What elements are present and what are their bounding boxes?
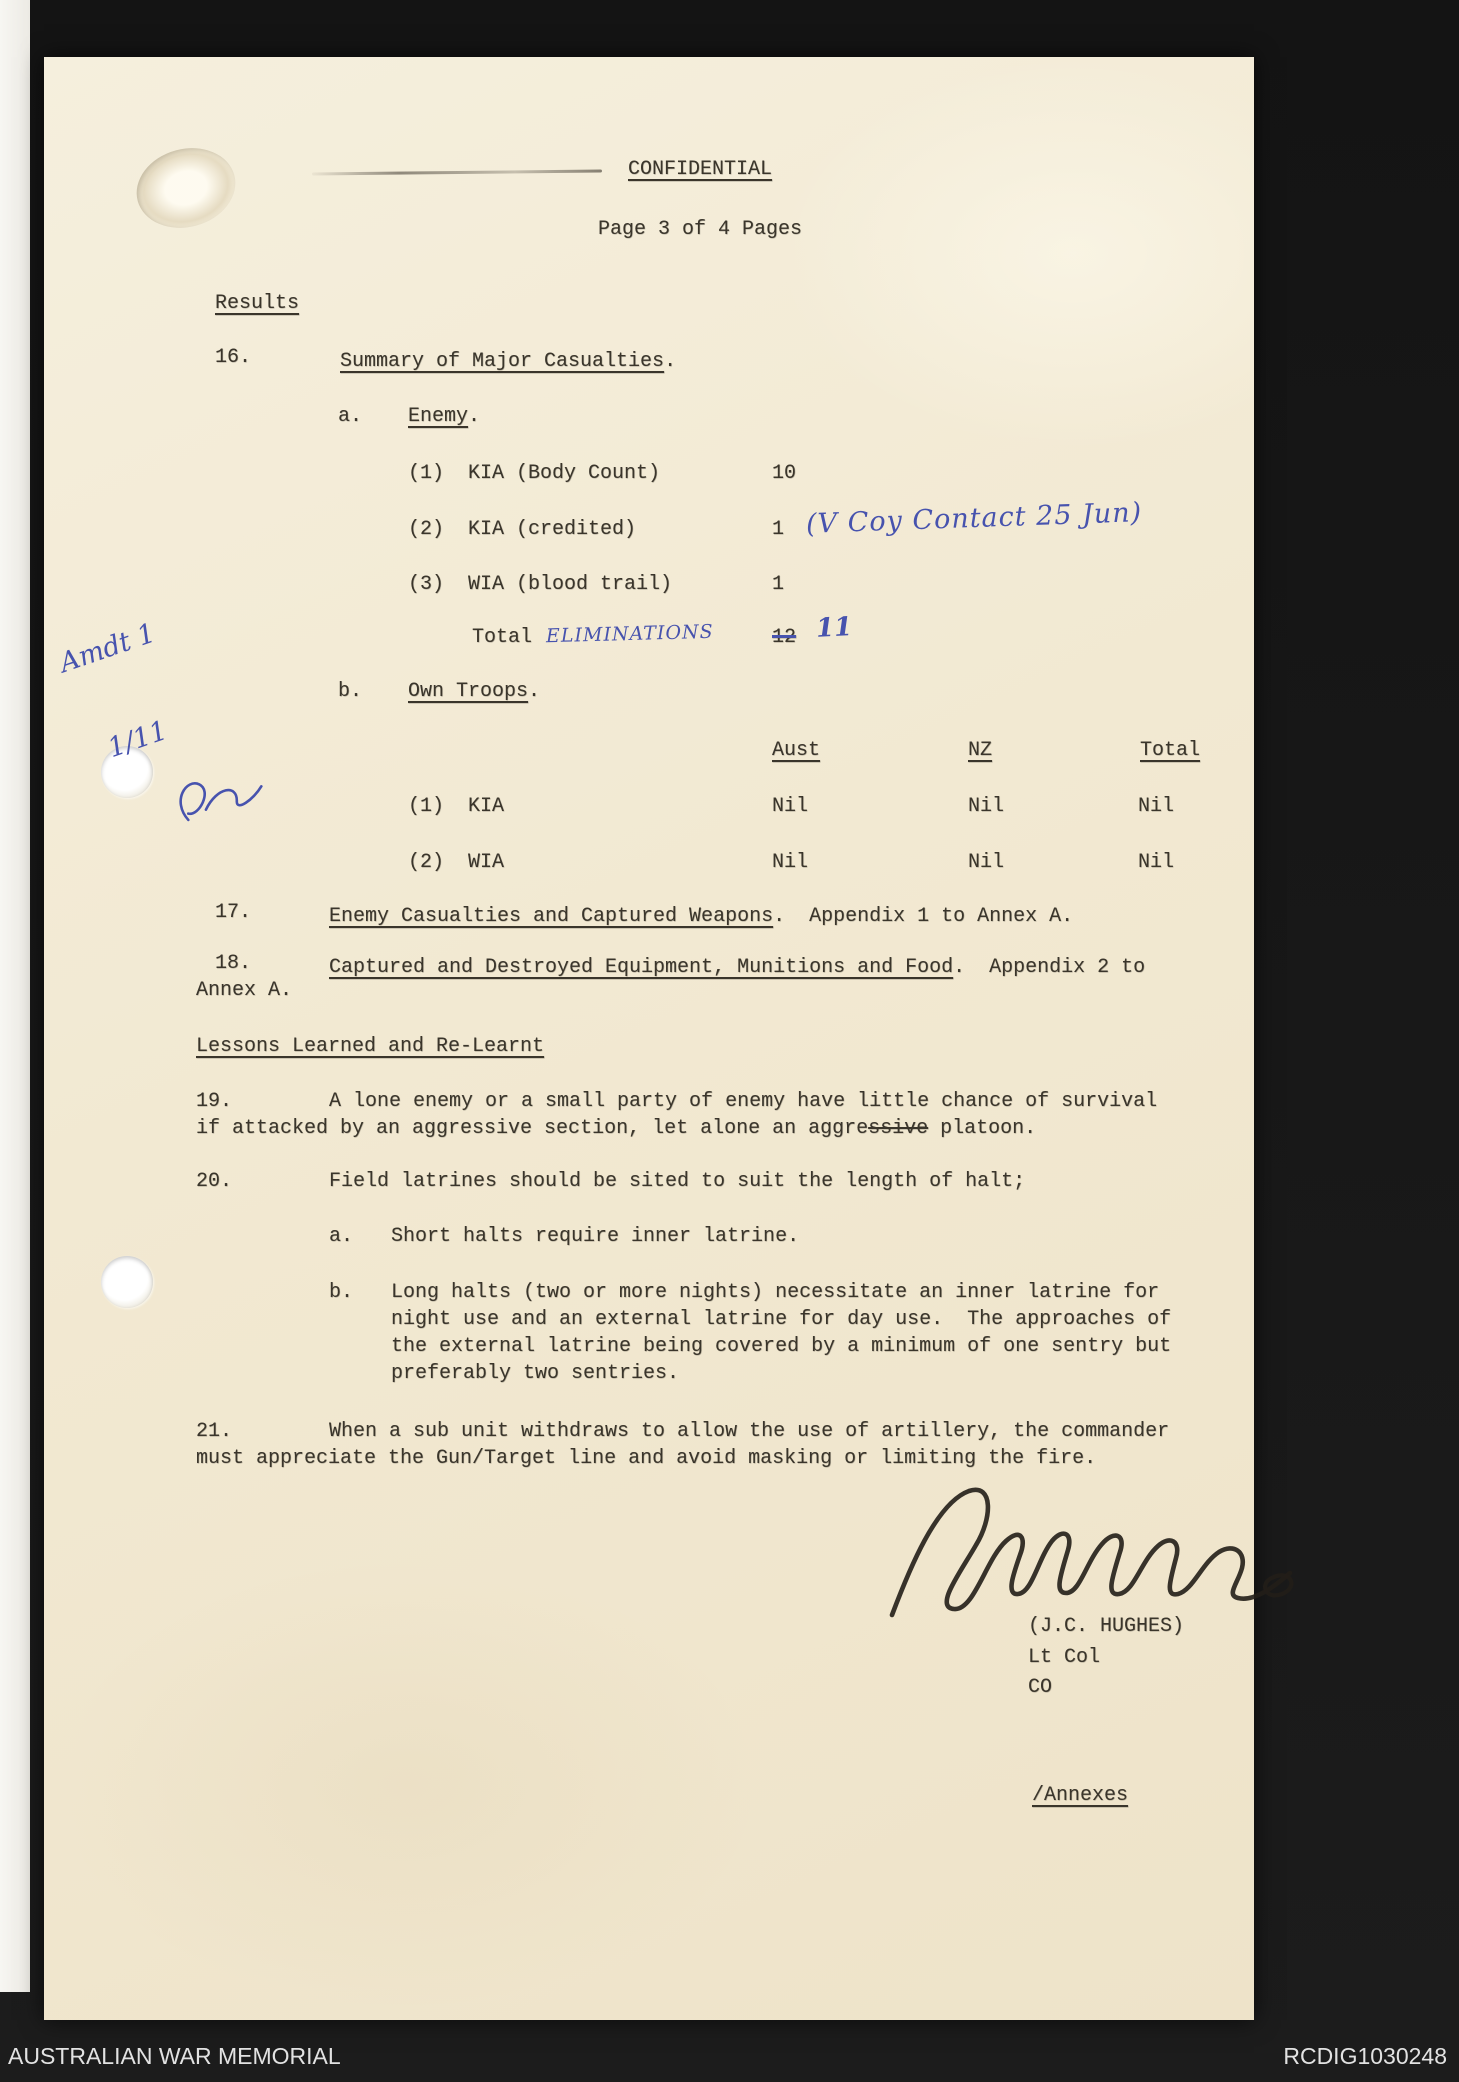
enemy-row-wia-blood-trail: (3) WIA (blood trail) — [408, 573, 673, 596]
results-heading-text: Results — [215, 292, 300, 315]
item-19-line1: A lone enemy or a small party of enemy have little chance of survival — [329, 1090, 1158, 1113]
item-16b-title-text: Own Troops — [408, 680, 529, 703]
own-troops-wia-aust: Nil — [772, 851, 809, 874]
item-16a-title-period: . — [468, 405, 481, 428]
item-20b-line4: preferably two sentries. — [391, 1362, 680, 1385]
item-21-line1: When a sub unit withdraws to allow the use of artillery, the commander — [329, 1420, 1170, 1443]
item-19-line2-struck: ssive — [868, 1117, 929, 1140]
item-17-rest-text: . Appendix 1 to Annex A. — [773, 905, 1074, 928]
margin-amendment-note — [35, 534, 299, 890]
page-number-line: Page 3 of 4 Pages — [598, 218, 803, 241]
document-page — [44, 57, 1254, 2020]
annexes-label-text: /Annexes — [1032, 1784, 1129, 1807]
enemy-row-kia-body-count-value: 10 — [772, 462, 797, 485]
column-header-nz-text: NZ — [968, 739, 993, 762]
item-20-text: Field latrines should be sited to suit the length of halt; — [329, 1170, 1026, 1193]
own-troops-kia-nz: Nil — [968, 795, 1005, 818]
item-20b-line2: night use and an external latrine for day use. The approaches of — [391, 1308, 1172, 1331]
own-troops-wia-total: Nil — [1138, 851, 1175, 874]
item-19-line2-pre: if attacked by an aggressive section, let alone an aggre — [196, 1117, 869, 1140]
ink-smudge-line — [312, 169, 602, 175]
column-header-total — [1140, 738, 1200, 764]
item-16a-title-text: Enemy — [408, 405, 469, 428]
item-20b-line3: the external latrine being covered by a minimum of one sentry but — [391, 1335, 1172, 1358]
column-header-aust — [772, 738, 820, 764]
item-16a-label: a. — [338, 405, 363, 428]
item-19-number: 19. — [196, 1090, 233, 1113]
column-header-nz — [968, 738, 992, 764]
paper-damage-mark — [128, 137, 245, 238]
item-16-title-text: Summary of Major Casualties — [340, 350, 665, 373]
item-16-title-period: . — [664, 350, 677, 373]
item-17-number: 17. — [215, 901, 252, 924]
margin-note-line2: 1/11 — [103, 715, 172, 765]
item-20a-text: Short halts require inner latrine. — [391, 1225, 800, 1248]
enemy-row-wia-blood-trail-value: 1 — [772, 573, 785, 596]
item-16b-label: b. — [338, 680, 363, 703]
item-17-title-text: Enemy Casualties and Captured Weapons — [329, 905, 774, 928]
item-16-number: 16. — [215, 346, 252, 369]
item-20a-label: a. — [329, 1225, 354, 1248]
archive-name: AUSTRALIAN WAR MEMORIAL — [8, 2043, 341, 2069]
handwritten-contact-note: (V Coy Contact 25 Jun) — [805, 497, 1143, 540]
own-troops-row-wia: (2) WIA — [408, 851, 505, 874]
column-header-aust-text: Aust — [772, 739, 821, 762]
own-troops-kia-total: Nil — [1138, 795, 1175, 818]
classification-text: CONFIDENTIAL — [628, 158, 773, 181]
own-troops-wia-nz: Nil — [968, 851, 1005, 874]
item-18-continuation: Annex A. — [196, 979, 293, 1002]
item-16-title — [340, 349, 676, 375]
annexes-label — [1032, 1783, 1128, 1809]
margin-note-flourish — [156, 749, 278, 836]
archive-record-id: RCDIG1030248 — [1283, 2043, 1447, 2069]
classification-heading — [628, 157, 772, 183]
column-header-total-text: Total — [1140, 739, 1201, 762]
results-heading — [215, 291, 299, 317]
item-16a-title — [408, 404, 480, 430]
own-troops-row-kia: (1) KIA — [408, 795, 505, 818]
item-18-number: 18. — [215, 952, 252, 975]
margin-note-line1: Amdt 1 — [55, 617, 160, 680]
scan-edge-strip — [0, 0, 30, 1992]
signatory-appointment: CO — [1028, 1676, 1053, 1699]
enemy-row-kia-body-count: (1) KIA (Body Count) — [408, 462, 661, 485]
enemy-total-label: Total — [472, 626, 533, 649]
enemy-row-kia-credited: (2) KIA (credited) — [408, 518, 637, 541]
item-21-number: 21. — [196, 1420, 233, 1443]
lessons-heading — [196, 1034, 544, 1060]
archive-footer — [0, 2036, 1459, 2076]
punch-hole-bottom — [101, 1256, 153, 1308]
item-19-line2 — [196, 1116, 1036, 1142]
signatory-rank: Lt Col — [1028, 1646, 1101, 1669]
signatory-name: (J.C. HUGHES) — [1028, 1615, 1185, 1638]
item-18-rest-text: . Appendix 2 to — [953, 956, 1146, 979]
handwritten-revised-total: 11 — [815, 612, 853, 644]
enemy-total-struck-value: 12 — [772, 626, 797, 649]
handwritten-eliminations-note: ELIMINATIONS — [545, 620, 714, 648]
item-18-text — [329, 955, 1145, 981]
item-20b-label: b. — [329, 1281, 354, 1304]
item-20b-line1: Long halts (two or more nights) necessitate an inner latrine for — [391, 1281, 1160, 1304]
item-16b-title-period: . — [528, 680, 541, 703]
item-18-title-text: Captured and Destroyed Equipment, Munitions and Food — [329, 956, 954, 979]
enemy-row-kia-credited-value: 1 — [772, 518, 785, 541]
item-21-line2: must appreciate the Gun/Target line and avoid masking or limiting the fire. — [196, 1447, 1097, 1470]
item-19-line2-post: platoon. — [928, 1117, 1037, 1140]
item-17-text — [329, 904, 1073, 930]
own-troops-kia-aust: Nil — [772, 795, 809, 818]
item-16b-title — [408, 679, 540, 705]
item-20-number: 20. — [196, 1170, 233, 1193]
lessons-heading-text: Lessons Learned and Re-Learnt — [196, 1035, 545, 1058]
